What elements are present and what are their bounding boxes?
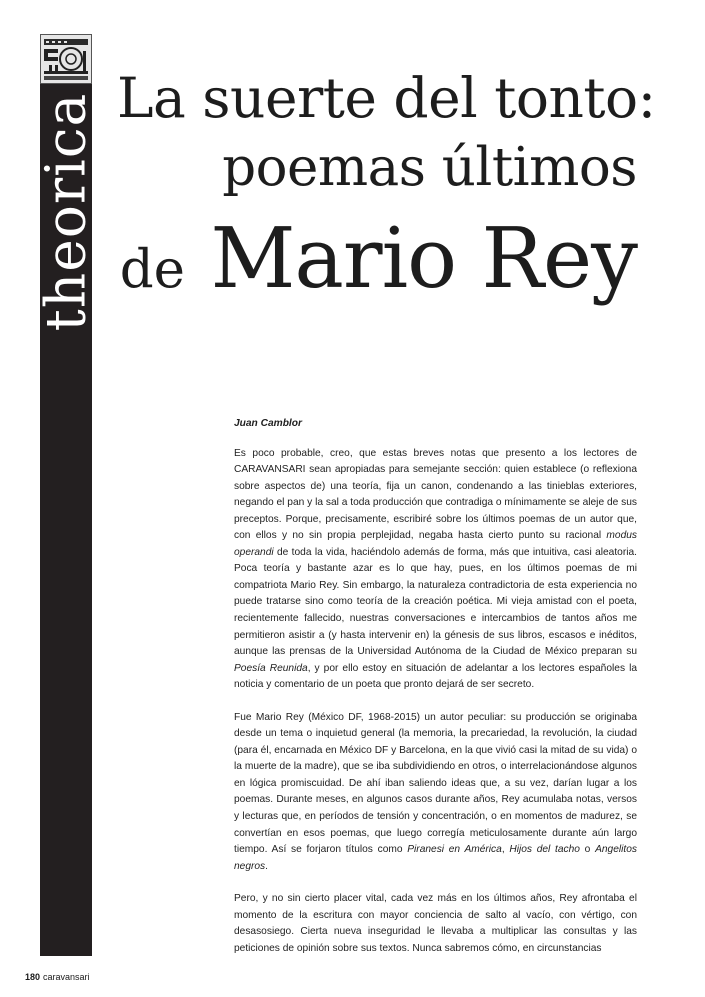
article-paragraph [234, 446, 637, 694]
italic-text: Piranesi en América [407, 844, 502, 856]
article-paragraph [234, 891, 637, 957]
italic-text: Angelitos negros [234, 844, 637, 872]
page-number: 180 [25, 972, 41, 982]
magazine-name: caravansari [43, 972, 90, 982]
article-paragraphs [234, 446, 637, 958]
paragraph-text: , y por ello estoy en situación de adelantar a los lectores españoles la noticia y comentario de un poeta que pronto dejará de ser secreto. [234, 662, 637, 691]
article-paragraph [234, 710, 637, 875]
article-title [117, 60, 656, 325]
title-line-3 [117, 204, 637, 325]
title-line-3-name: Mario Rey [210, 210, 637, 307]
paragraph-text: , [501, 844, 510, 856]
paragraph-text: de toda la vida, haciéndolo además de forma, más que intuitiva, casi aleatoria. Poca teoría y bastante azar es lo que hay, pues, en los últimos poemas de mi compatriota Mario Rey. Sin embargo, la naturaleza contradictoria de esta experiencia no puede tratarse sino como teoría de la creación poética. Mi vieja amistad con el poeta, recientemente fallecido, nuestras conversaciones e intercambios de tantos años me permitieron asistir a (y hasta intervenir en) la génesis de sus libros, escasos e inéditos, aunque las prensas de la Universidad Autónoma de la Ciudad de México preparan su [234, 546, 637, 658]
title-line-2: poemas últimos [222, 137, 637, 198]
italic-text: Hijos del tacho [509, 844, 580, 856]
paragraph-text: Es poco probable, creo, que estas breves notas que presento a los lectores de CARAVANSARI sean apropiadas para semejante sección: quien establece (o reflexiona sobre aspectos de) una teoría, fija un canon, condenando a las tinieblas exteriores, negando el pan y la sal a toda producción que contradiga o mínimamente se aleje de sus preceptos. Porque, precisamente, escribiré sobre los últimos poemas de un autor que, con ellos y no sin propia perplejidad, negaba hasta cierto punto su racional [234, 447, 637, 542]
magazine-logo [40, 34, 92, 84]
author-byline: Juan Camblor [234, 418, 302, 429]
title-line-3-prefix: de [119, 239, 186, 300]
section-sidebar [33, 34, 98, 956]
page-footer [25, 972, 90, 982]
article-body [234, 416, 637, 973]
section-label: theorica [33, 92, 98, 332]
logo-emblem-icon [41, 35, 91, 83]
paragraph-text: o [579, 844, 596, 856]
italic-text: modus operandi [234, 530, 637, 558]
paragraph-text: Fue Mario Rey (México DF, 1968-2015) un autor peculiar: su producción se originaba desde un tema o inquietud general (la memoria, la precariedad, la revolución, la ciudad (para él, encarnada en México DF y Barcelona, en la que vivió casi la mitad de su vida) o la muerte de la madre), que se iba subdividiendo en otros, o interrelacionándose algunos en lógica promiscuidad. De ahí iban saliendo ideas que, a su vez, darían lugar a los poemas. Durante meses, en algunos casos durante años, Rey acumulaba notas, versos y lecturas que, en períodos de tensión y concentración, o en momentos de madurez, se convertían en esos poemas, que luego corregía meticulosamente durante aún largo tiempo. Así se forjaron títulos como [234, 711, 637, 856]
paragraph-text: Pero, y no sin cierto placer vital, cada vez más en los últimos años, Rey afrontaba el momento de la escritura con mayor conciencia de salto al vacío, con vértigo, con desasosiego. Cierta nueva inseguridad le llevaba a multiplicar las consultas y las peticiones de opinión sobre sus textos. Nunca sabremos cómo, en circunstancias [234, 893, 637, 954]
italic-text: Poesía Reunida [234, 662, 308, 674]
title-line-1: La suerte del tonto: [117, 66, 656, 130]
paragraph-text: . [265, 860, 268, 872]
